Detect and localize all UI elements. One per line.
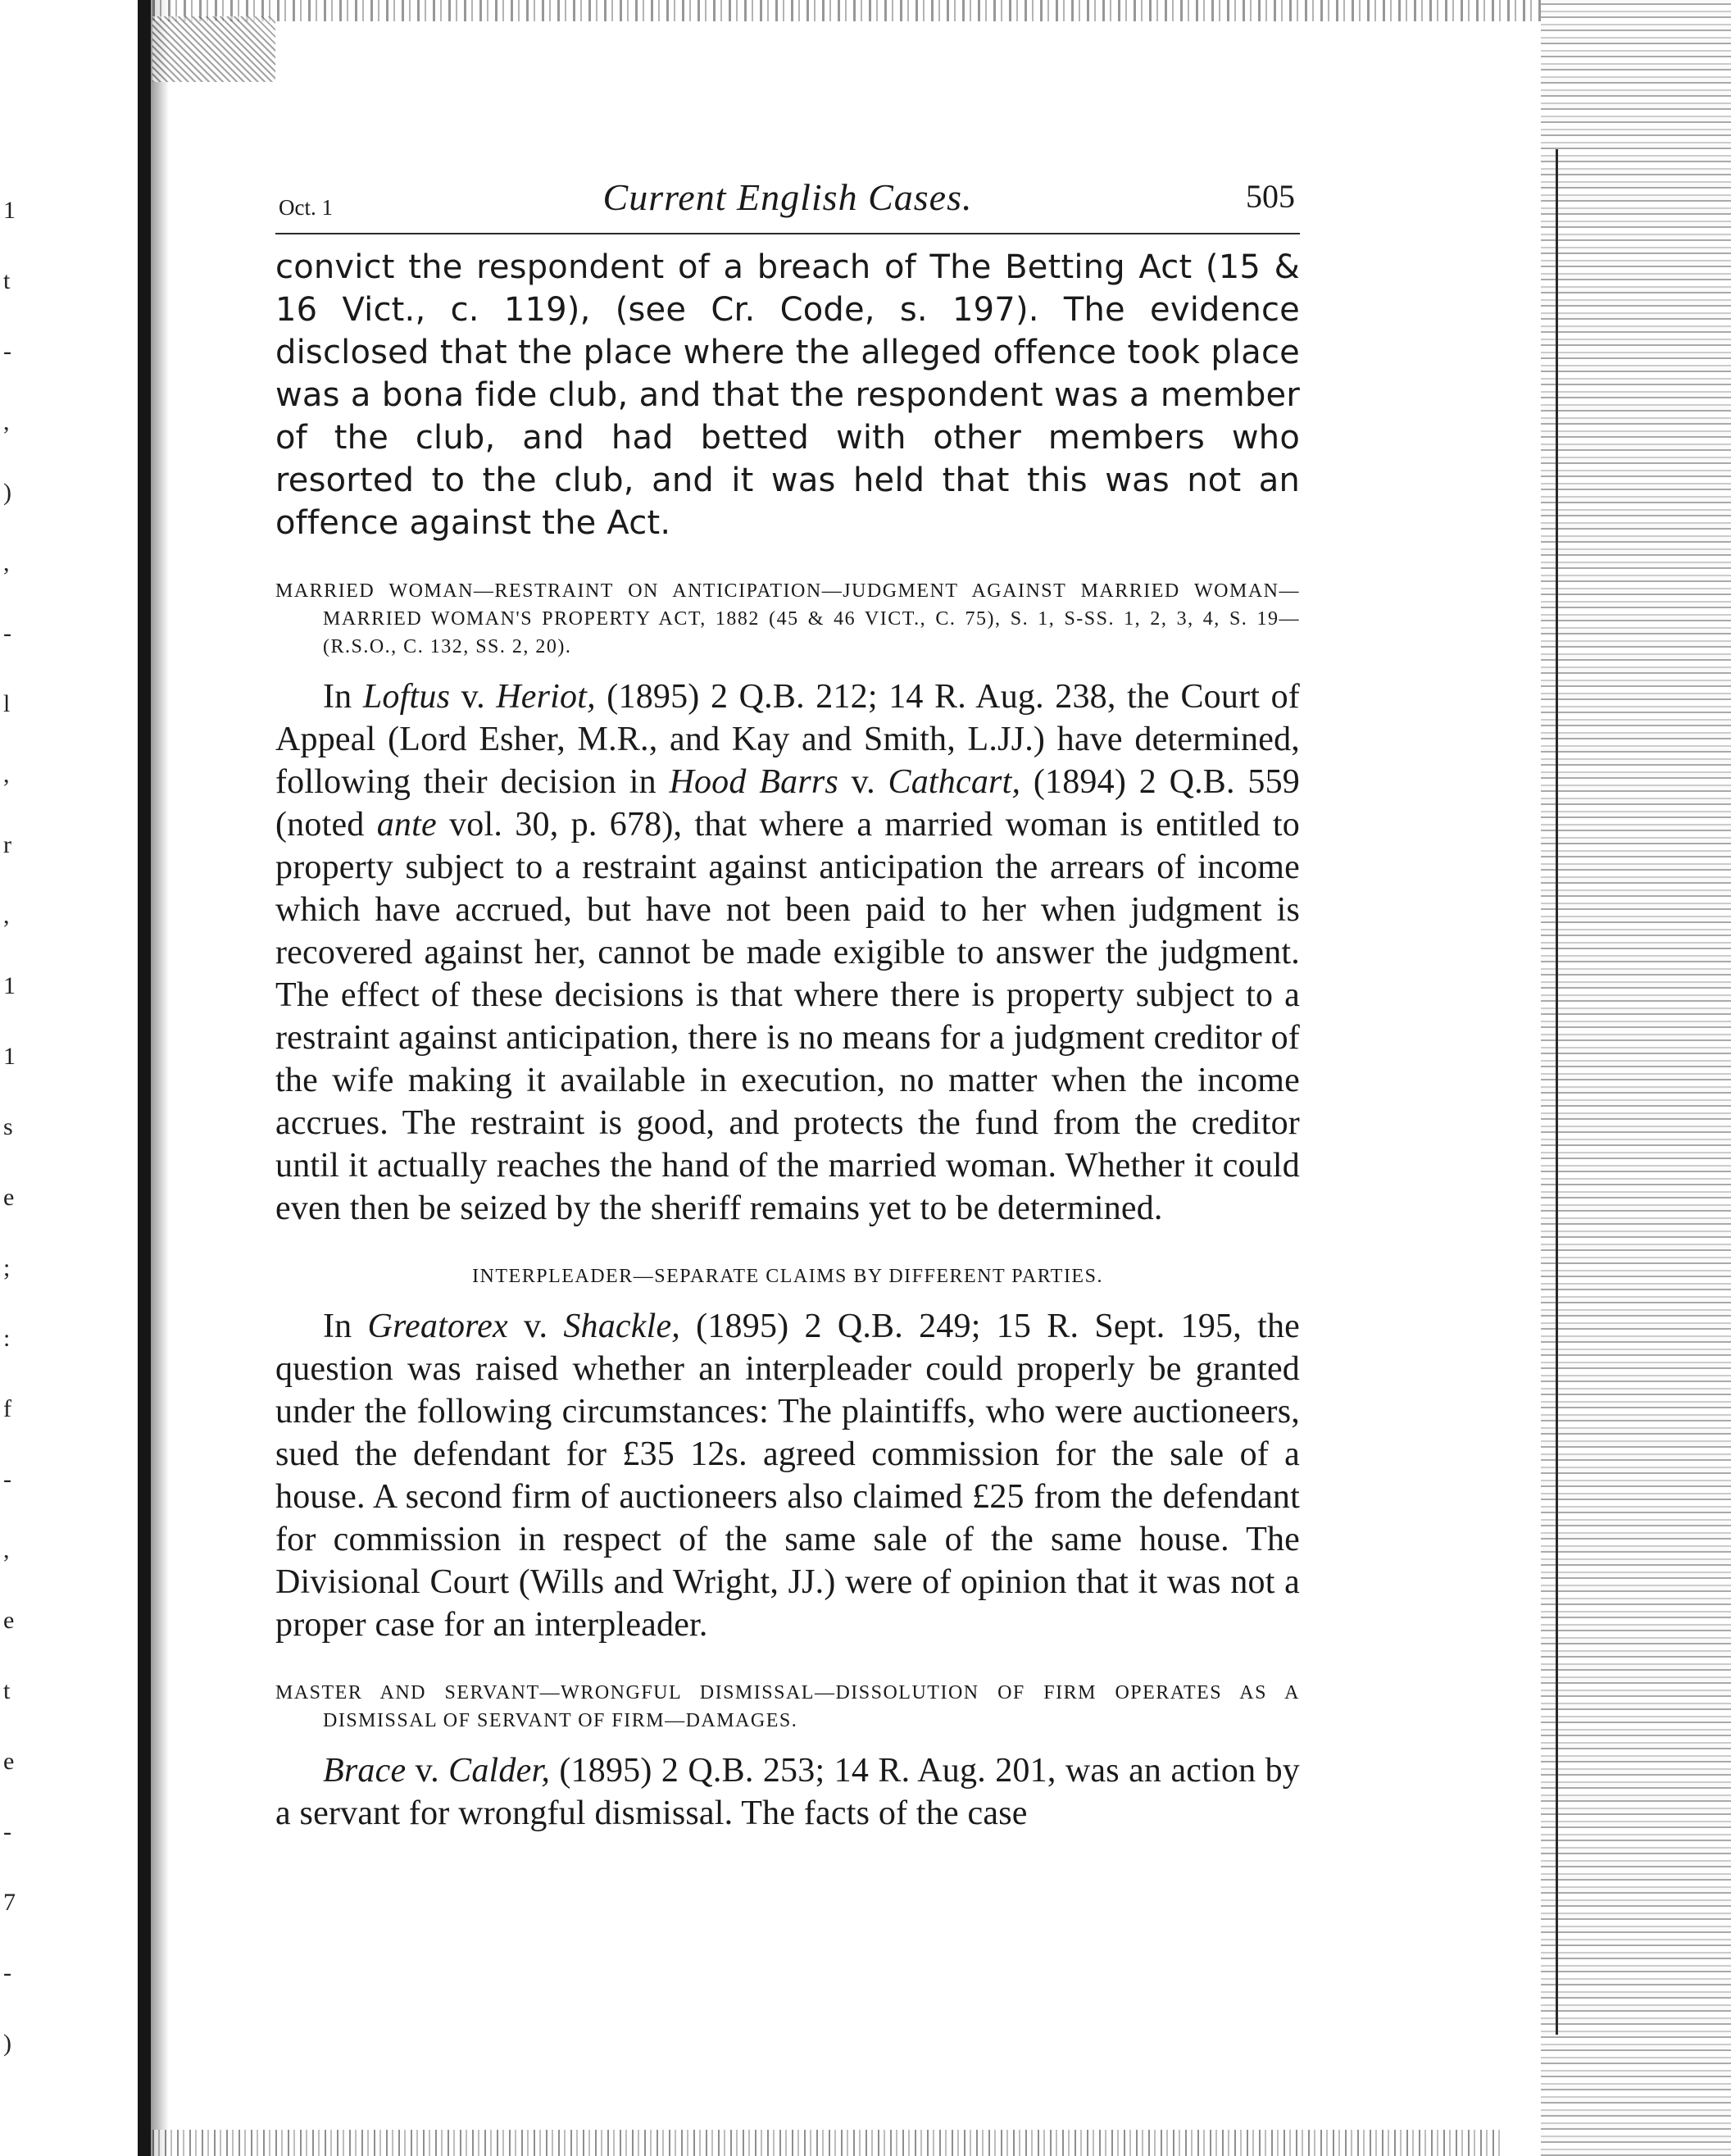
margin-fragment: , [3, 408, 10, 435]
margin-fragment: ) [3, 479, 11, 506]
margin-fragment: - [3, 1818, 11, 1845]
margin-fragment: - [3, 1959, 11, 1986]
margin-fragment: e [3, 1184, 15, 1211]
running-head-title: Current English Cases. [602, 176, 973, 218]
page-number: 505 [1246, 178, 1295, 215]
scan-corner-artifact [152, 16, 275, 82]
header-rule [275, 233, 1300, 234]
text-run: (1895) 2 Q.B. 253; 14 R. Aug. 201, was an action by a servant for wrongful dismissal. The facts of the case [275, 1752, 1301, 1832]
text-run: v. [450, 678, 497, 716]
ante-reference: ante [376, 806, 437, 844]
running-head [275, 174, 1300, 233]
book-page [275, 174, 1300, 1835]
case-name: Calder, [448, 1752, 551, 1790]
text-run: v. [507, 1308, 564, 1345]
facing-page-fragments [0, 0, 25, 2156]
margin-fragment: l [3, 690, 11, 717]
book-spine [138, 0, 151, 2156]
spine-shadow [151, 0, 169, 2156]
margin-fragment: : [3, 1325, 11, 1352]
scan-top-edge [152, 0, 1546, 21]
margin-fragment: , [3, 1536, 10, 1563]
case-name: Heriot, [496, 678, 596, 716]
right-border-rule [1556, 149, 1558, 2035]
text-run: In [323, 678, 363, 716]
section-heading-married-woman: MARRIED WOMAN—RESTRAINT ON ANTICIPATION—JUDGMENT AGAINST MARRIED WOMAN—MARRIED WOMAN'S PROPERTY ACT, 1882 (45 & 46 VICT., C. 75), S. 1, S-SS. 1, 2, 3, 4, S. 19—(R.S.O., C. 132, SS. 2, 20). [275, 580, 1300, 657]
margin-fragment: , [3, 902, 10, 929]
margin-fragment: t [3, 267, 11, 294]
text-run: vol. 30, p. 678), that where a married woman is entitled to property subject to a restraint against anticipation the arrears of income which have accrued, but have not been paid to her when judgment is recovered against her, cannot be made exigible to answer the judgment. The effect of these decisions is that where there is property subject to a restraint against anticipation, there is no means for a judgment creditor of the wife making it available in execution, no matter when the income accrues. The restraint is good, and protects the fund from the creditor until it actually reaches the hand of the married woman. Whether it could even then be seized by the sheriff remains yet to be determined. [275, 806, 1300, 1227]
section-heading-master-servant: MASTER AND SERVANT—WRONGFUL DISMISSAL—DISSOLUTION OF FIRM OPERATES AS A DISMISSAL OF SERVANT OF FIRM—DAMAGES. [275, 1682, 1300, 1731]
margin-fragment: ) [3, 2030, 11, 2057]
scan-bottom-edge [152, 2130, 1505, 2156]
paragraph-betting-act: convict the respondent of a breach of The Betting Act (15 & 16 Vict., c. 119), (see Cr. Code, s. 197). The evidence disclosed that the place where the alleged offence took place was a bona fide club, and that the respondent was a member of the club, and had betted with other members who resorted to the club, and it was held that this was not an offence against the Act. [275, 248, 1300, 542]
margin-fragment: - [3, 1466, 11, 1493]
section-heading-interpleader: INTERPLEADER—SEPARATE CLAIMS BY DIFFERENT PARTIES. [472, 1266, 1103, 1287]
margin-fragment: , [3, 549, 10, 576]
margin-fragment: f [3, 1395, 11, 1422]
margin-fragment: 1 [3, 972, 16, 999]
text-run: In [323, 1308, 368, 1345]
margin-fragment: , [3, 761, 10, 788]
case-name: Hood Barrs [669, 763, 838, 801]
margin-fragment: t [3, 1677, 11, 1704]
paragraph-brace-v-calder [275, 1749, 1300, 1835]
margin-fragment: ; [3, 1254, 11, 1281]
case-name: Greatorex [367, 1308, 508, 1345]
paragraph-greatorex-v-shackle [275, 1305, 1300, 1646]
margin-fragment: r [3, 831, 11, 858]
text-run: (1895) 2 Q.B. 249; 15 R. Sept. 195, the question was raised whether an interpleader could properly be granted under the following circumstances: The plaintiffs, who were auctioneers, sued the defendant for £35 12s. agreed commission for the sale of a house. A second firm of auctioneers also claimed £25 from the defendant for commission in respect of the same sale of the same house. The Divisional Court (Wills and Wright, JJ.) were of opinion that it was not a proper case for an interpleader. [275, 1308, 1300, 1644]
margin-fragment: - [3, 338, 11, 365]
paragraph-loftus-v-heriot [275, 675, 1300, 1230]
case-name: Loftus [362, 678, 451, 716]
text-run: v. [406, 1752, 449, 1790]
text-run: v. [838, 763, 888, 801]
case-name: Shackle, [563, 1308, 681, 1345]
margin-fragment: e [3, 1748, 15, 1775]
margin-fragment: e [3, 1607, 15, 1634]
text-run: (1894) 2 Q.B. 559 (noted [275, 763, 1300, 844]
case-name: Cathcart, [888, 763, 1021, 801]
margin-fragment: s [3, 1113, 13, 1140]
text-run: (1895) 2 Q.B. 212; 14 R. Aug. 238, the Court of Appeal (Lord Esher, M.R., and Kay and Smith, L.JJ.) have determined, following their decision in [275, 678, 1300, 801]
margin-fragment: - [3, 620, 11, 647]
page-stack-edge [1541, 0, 1731, 2156]
margin-fragment: 1 [3, 197, 16, 224]
margin-fragment: 7 [3, 1889, 16, 1916]
running-head-date: Oct. 1 [279, 195, 333, 220]
margin-fragment: 1 [3, 1043, 16, 1070]
case-name: Brace [323, 1752, 407, 1790]
